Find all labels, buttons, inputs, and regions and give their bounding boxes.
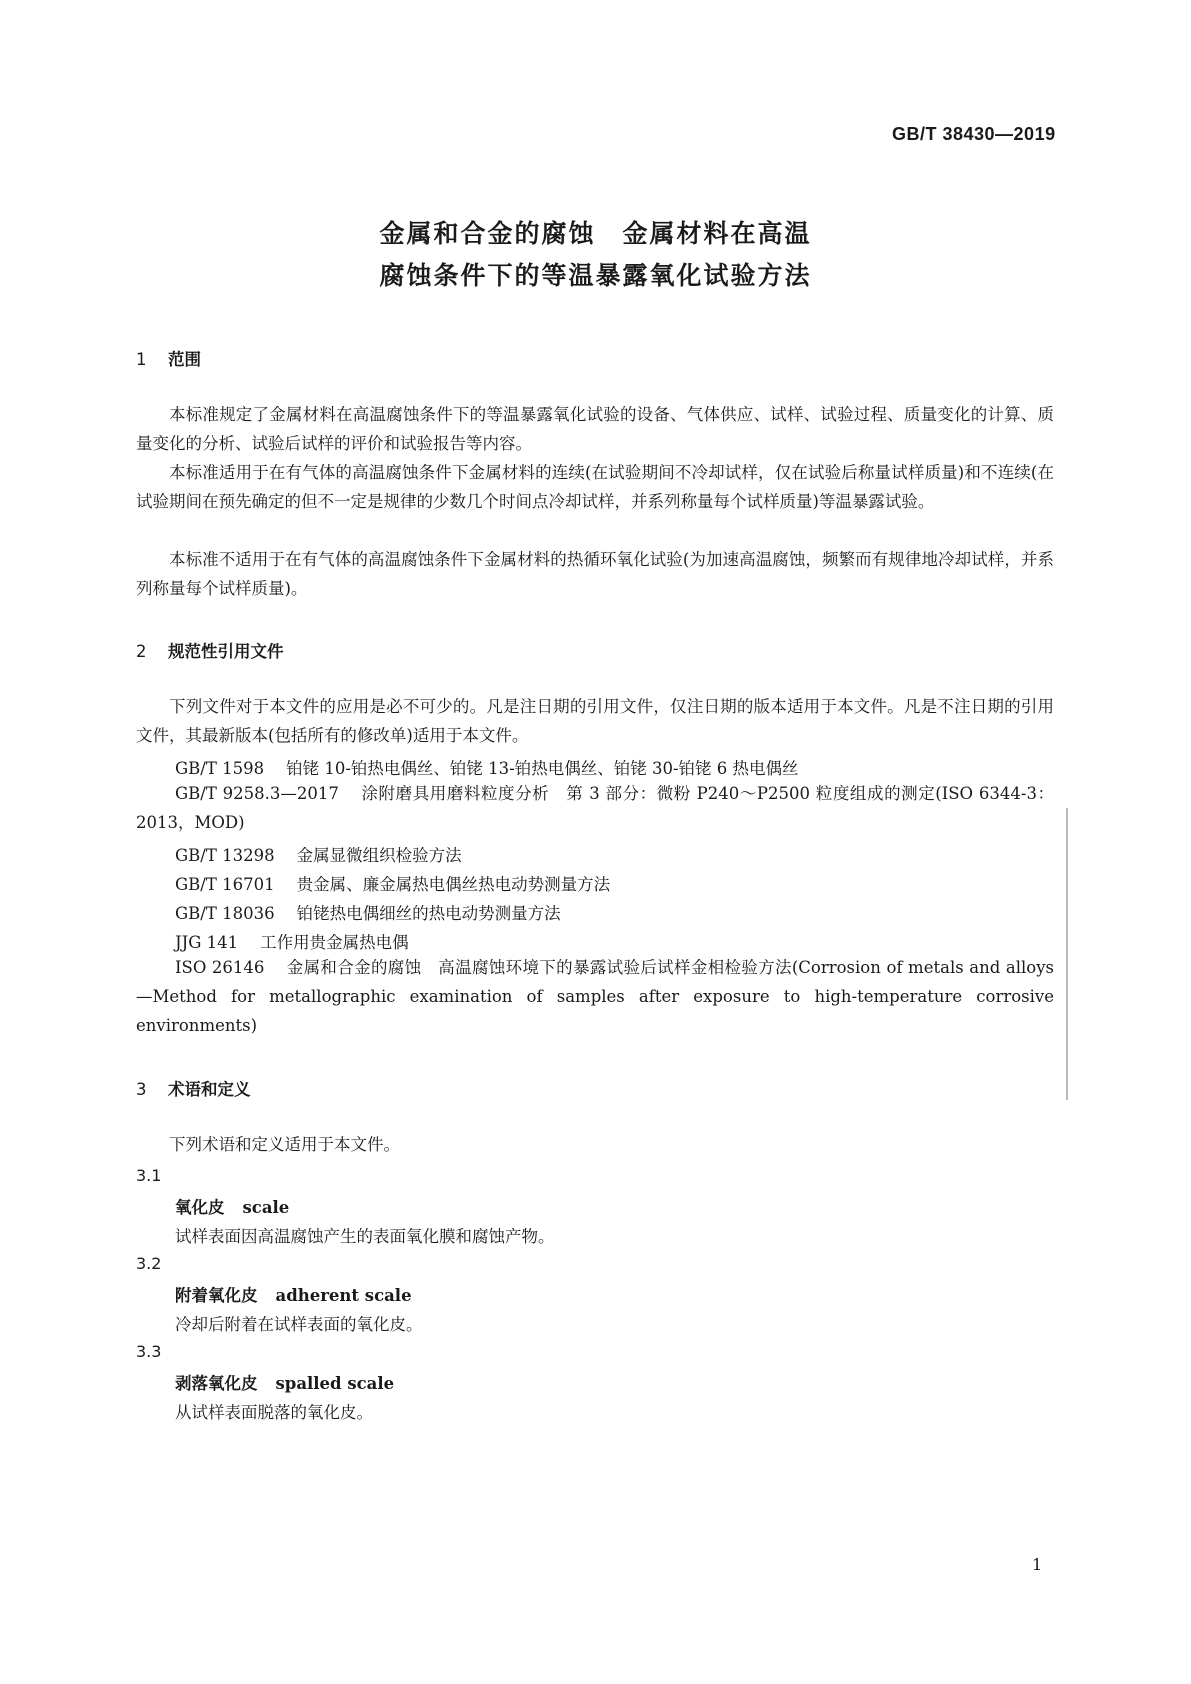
term-heading bbox=[175, 1194, 289, 1218]
reference-title: 贵金属、廉金属热电偶丝热电动势测量方法 bbox=[296, 875, 611, 894]
reference-code: ISO 26146 bbox=[175, 958, 265, 977]
reference-code: GB/T 18036 bbox=[175, 904, 275, 923]
term-en: adherent scale bbox=[275, 1286, 412, 1305]
reference-item bbox=[175, 900, 561, 924]
document-title-line-1: 金属和合金的腐蚀 金属材料在高温 bbox=[379, 219, 812, 248]
term-zh: 氧化皮 bbox=[175, 1198, 225, 1217]
reference-title: 铂铑热电偶细丝的热电动势测量方法 bbox=[296, 904, 561, 923]
section-1-heading bbox=[136, 346, 201, 370]
section-2-intro: 下列文件对于本文件的应用是必不可少的。凡是注日期的引用文件，仅注日期的版本适用于本文件。凡是不注日期的引用文件，其最新版本(包括所有的修改单)适用于本文件。 bbox=[136, 697, 1054, 745]
reference-code: GB/T 1598 bbox=[175, 759, 265, 778]
reference-title: 涂附磨具用磨料粒度分析 第 3 部分：微粉 P240～P2500 粒度组成的测定(ISO 6344-3：2013，MOD) bbox=[136, 784, 1055, 832]
reference-code: GB/T 13298 bbox=[175, 846, 275, 865]
reference-item bbox=[136, 779, 1054, 837]
change-bar bbox=[1066, 808, 1068, 1100]
section-3-heading bbox=[136, 1076, 251, 1100]
reference-item bbox=[175, 871, 610, 895]
section-title: 术语和定义 bbox=[168, 1080, 251, 1099]
standard-code: GB/T 38430—2019 bbox=[892, 124, 1056, 144]
reference-code: GB/T 9258.3—2017 bbox=[175, 784, 339, 803]
term-heading bbox=[175, 1282, 412, 1306]
term-zh: 附着氧化皮 bbox=[175, 1286, 258, 1305]
section-1-paragraph-3: 本标准不适用于在有气体的高温腐蚀条件下金属材料的热循环氧化试验(为加速高温腐蚀，频繁而有规律地冷却试样，并系列称量每个试样质量)。 bbox=[136, 550, 1054, 598]
section-1-paragraph-2: 本标准适用于在有气体的高温腐蚀条件下金属材料的连续(在试验期间不冷却试样，仅在试验后称量试样质量)和不连续(在试验期间在预先确定的但不一定是规律的少数几个时间点冷却试样，并系列称量每个试样质量)等温暴露试验。 bbox=[136, 463, 1054, 511]
term-number: 3.2 bbox=[136, 1254, 162, 1273]
term-en: scale bbox=[242, 1198, 290, 1217]
section-title: 范围 bbox=[168, 350, 201, 369]
reference-code: GB/T 16701 bbox=[175, 875, 275, 894]
term-definition: 从试样表面脱落的氧化皮。 bbox=[175, 1403, 373, 1422]
reference-item bbox=[136, 953, 1054, 1040]
section-title: 规范性引用文件 bbox=[168, 642, 284, 661]
term-definition: 试样表面因高温腐蚀产生的表面氧化膜和腐蚀产物。 bbox=[175, 1227, 555, 1246]
section-1-paragraph-1: 本标准规定了金属材料在高温腐蚀条件下的等温暴露氧化试验的设备、气体供应、试样、试验过程、质量变化的计算、质量变化的分析、试验后试样的评价和试验报告等内容。 bbox=[136, 405, 1054, 453]
section-3-intro: 下列术语和定义适用于本文件。 bbox=[169, 1135, 400, 1154]
reference-title: 工作用贵金属热电偶 bbox=[260, 933, 409, 952]
term-zh: 剥落氧化皮 bbox=[175, 1374, 258, 1393]
term-number: 3.3 bbox=[136, 1342, 162, 1361]
reference-title: 金属和合金的腐蚀 高温腐蚀环境下的暴露试验后试样金相检验方法(Corrosion of metals and alloys—Method for metallographic examination of samples after exposure to high-temperature corrosive environments) bbox=[136, 958, 1054, 1035]
term-definition: 冷却后附着在试样表面的氧化皮。 bbox=[175, 1315, 423, 1334]
section-number: 1 bbox=[136, 350, 147, 369]
reference-title: 金属显微组织检验方法 bbox=[296, 846, 462, 865]
reference-item bbox=[175, 755, 799, 779]
section-number: 3 bbox=[136, 1080, 147, 1099]
term-en: spalled scale bbox=[275, 1374, 395, 1393]
term-heading bbox=[175, 1370, 394, 1394]
document-title-line-2: 腐蚀条件下的等温暴露氧化试验方法 bbox=[379, 261, 812, 290]
reference-title: 铂铑 10-铂热电偶丝、铂铑 13-铂热电偶丝、铂铑 30-铂铑 6 热电偶丝 bbox=[286, 759, 799, 778]
reference-item bbox=[175, 842, 462, 866]
reference-code: JJG 141 bbox=[175, 933, 239, 952]
term-number: 3.1 bbox=[136, 1166, 162, 1185]
section-2-heading bbox=[136, 638, 284, 662]
reference-item bbox=[175, 929, 409, 953]
section-number: 2 bbox=[136, 642, 147, 661]
page-number: 1 bbox=[1032, 1555, 1043, 1574]
